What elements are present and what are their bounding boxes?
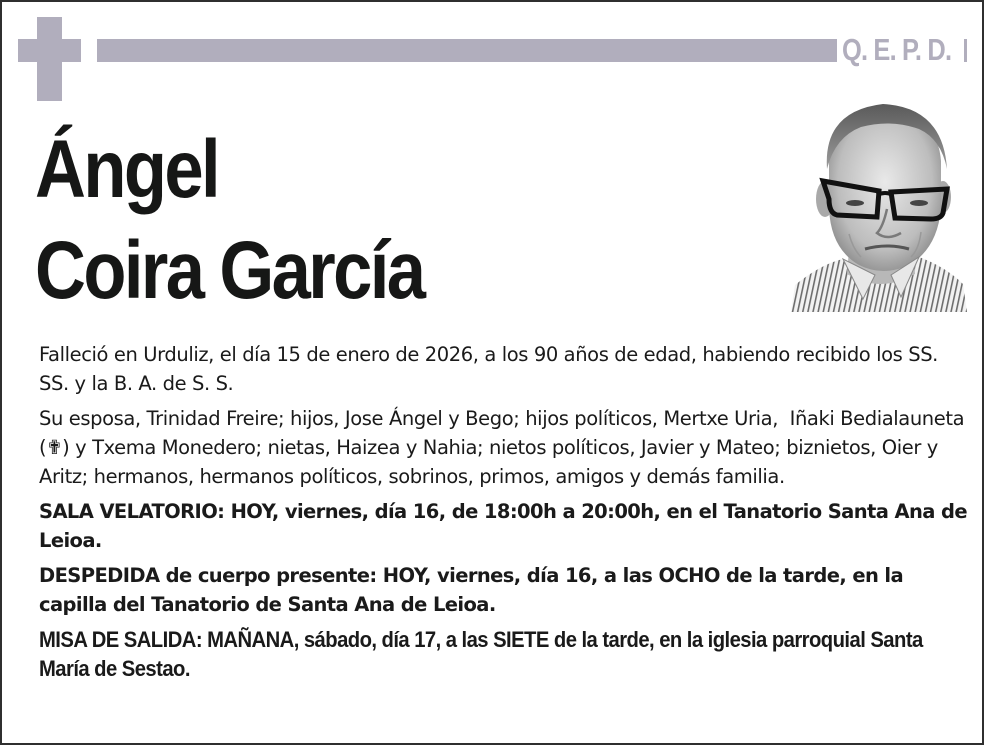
death-notice-paragraph: Falleció en Urduliz, el día 15 de enero de 2026, a los 90 años de edad, habiendo recibido los SS. SS. y la B. A. de S. S. <box>39 343 944 395</box>
misa-paragraph: MISA DE SALIDA: MAÑANA, sábado, día 17, a las SIETE de la tarde, en la iglesia parroquial Santa María de Sestao. <box>39 627 928 681</box>
obituary-body <box>39 340 974 689</box>
header-rule <box>97 39 837 62</box>
velatorio-paragraph: SALA VELATORIO: HOY, viernes, día 16, de 18:00h a 20:00h, en el Tanatorio Santa Ana de Leioa. <box>39 500 974 552</box>
deceased-cross-icon: ✟ <box>46 436 63 459</box>
qepd-label: Q. E. P. D. <box>842 32 952 67</box>
family-text-part2: ) y Txema Monedero; nietas, Haizea y Nahia; nietos políticos, Javier y Mateo; biznietos, Oier y Aritz; hermanos, hermanos políticos, sobrinos, primos, amigos y demás familia. <box>39 436 944 488</box>
despedida-paragraph: DESPEDIDA de cuerpo presente: HOY, viernes, día 16, a las OCHO de la tarde, en la capilla del Tanatorio de Santa Ana de Leioa. <box>39 564 910 616</box>
portrait-photo <box>791 99 969 312</box>
header-rule-end <box>964 39 967 62</box>
deceased-surnames: Coira García <box>35 225 424 316</box>
family-text-part1: Su esposa, Trinidad Freire; hijos, Jose Ángel y Bego; hijos políticos, Mertxe Uria, Iñaki Bedialauneta ( <box>39 407 970 459</box>
family-paragraph <box>39 404 969 491</box>
cross-icon-horizontal <box>18 39 81 62</box>
deceased-first-name: Ángel <box>35 124 219 215</box>
